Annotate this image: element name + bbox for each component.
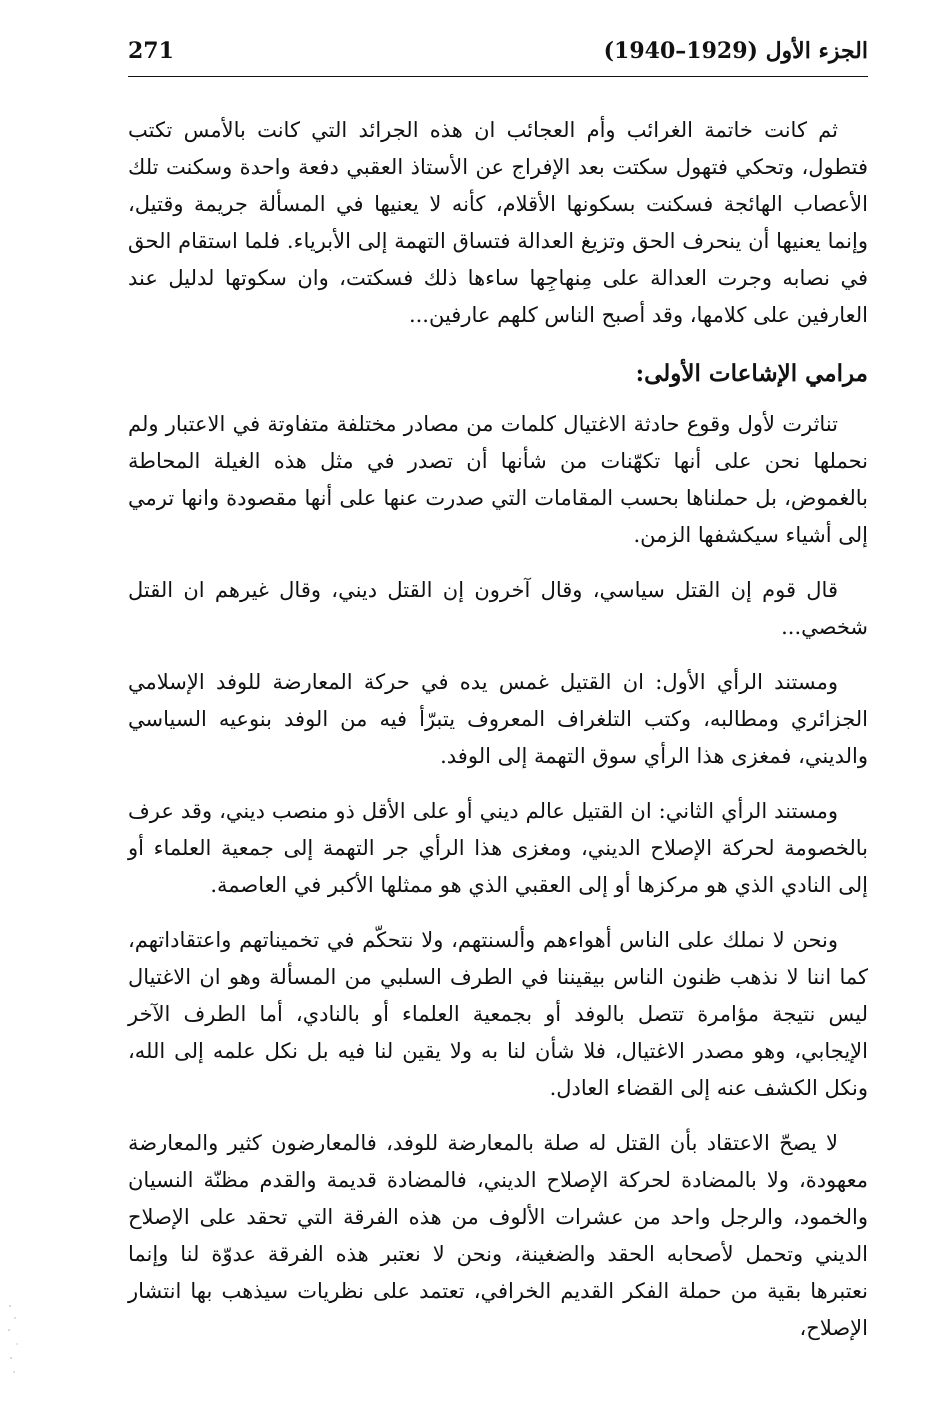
paragraph-first-opinion: ومستند الرأي الأول: ان القتيل غمس يده في حركة المعارضة للوفد الإسلامي الجزائري ومطالبه، وكتب التلغراف المعروف يتبرّأ فيه من الوفد بنوعيه السياسي والديني، فمغزى هذا الرأي سوق التهمة إلى الوفد. — [128, 670, 868, 768]
running-title: الجزء الأول (1929–1940) — [603, 38, 868, 64]
page-number: 271 — [128, 38, 174, 64]
body-text — [128, 112, 868, 1365]
paragraph-our-position: ونحن لا نملك على الناس أهواءهم وألسنتهم، ولا نتحكّم في تخميناتهم واعتقاداتهم، كما اننا لا نذهب ظنون الناس بيقيننا في الطرف السلبي من المسألة وهو ان الاغتيال ليس نتيجة مؤامرة تتصل بالوفد أو بجمعية العلماء أو بالنادي، أما الطرف الآخر الإيجابي، وهو مصدر الاغتيال، فلا شأن لنا به ولا يقين لنا فيه بل نكل علمه إلى الله، ونكل الكشف عنه إلى القضاء العادل. — [128, 928, 868, 1100]
scan-margin-marks — [6, 1300, 24, 1380]
paragraph-closing-remarks: ثم كانت خاتمة الغرائب وأم العجائب ان هذه الجرائد التي كانت بالأمس تكتب فتطول، وتحكي فتهول سكتت بعد الإفراج عن الأستاذ العقبي دفعة واحدة وسكنت تلك الأعصاب الهائجة فسكنت بسكونها الأقلام، كأنه لا يعنيها في المسألة جريمة وقتيل، وإنما يعنيها أن ينحرف الحق وتزيغ العدالة فتساق التهمة إلى الأبرياء. فلما استقام الحق في نصابه وجرت العدالة على مِنهاجِها ساءها ذلك فسكتت، وان سكوتها لدليل عند العارفين على كلامها، وقد أصبح الناس كلهم عارفين... — [128, 118, 868, 327]
paragraph-second-opinion: ومستند الرأي الثاني: ان القتيل عالم ديني أو على الأقل ذو منصب ديني، وقد عرف بالخصومة لحركة الإصلاح الديني، ومغزى هذا الرأي جر التهمة إلى جمعية العلماء أو إلى النادي الذي هو مركزها أو إلى العقبي الذي هو ممثلها الأكبر في العاصمة. — [128, 799, 868, 897]
paragraph-no-connection: لا يصحّ الاعتقاد بأن القتل له صلة بالمعارضة للوفد، فالمعارضون كثير والمعارضة معهودة، ولا بالمضادة لحركة الإصلاح الديني، فالمضادة قديمة والقدم مظنّة النسيان والخمود، والرجل واحد من عشرات الألوف من هذه الفرقة التي تحقد على الإصلاح الديني وتحمل لأصحابه الحقد والضغينة، ونحن لا نعتبر هذه الفرقة عدوّة لنا وإنما نعتبرها بقية من حملة الفكر القديم الخرافي، تعتمد على نظريات سيذهب بها انتشار الإصلاح، — [128, 1131, 868, 1340]
paragraph-three-opinions: قال قوم إن القتل سياسي، وقال آخرون إن القتل ديني، وقال غيرهم ان القتل شخصي... — [128, 578, 868, 639]
header-divider — [128, 76, 868, 77]
scan-dots-graphic — [6, 1300, 24, 1380]
paragraph-rumors-intro: تناثرت لأول وقوع حادثة الاغتيال كلمات من مصادر مختلفة متفاوتة في الاعتبار ولم نحملها نحن على أنها تكهّنات من شأنها أن تصدر في مثل هذه الغيلة المحاطة بالغموض، بل حملناها بحسب المقامات التي صدرت عنها على أنها مقصودة وانها ترمي إلى أشياء سيكشفها الزمن. — [128, 412, 868, 547]
section-heading: مرامي الإشاعات الأولى: — [635, 360, 868, 387]
running-header — [128, 30, 868, 76]
